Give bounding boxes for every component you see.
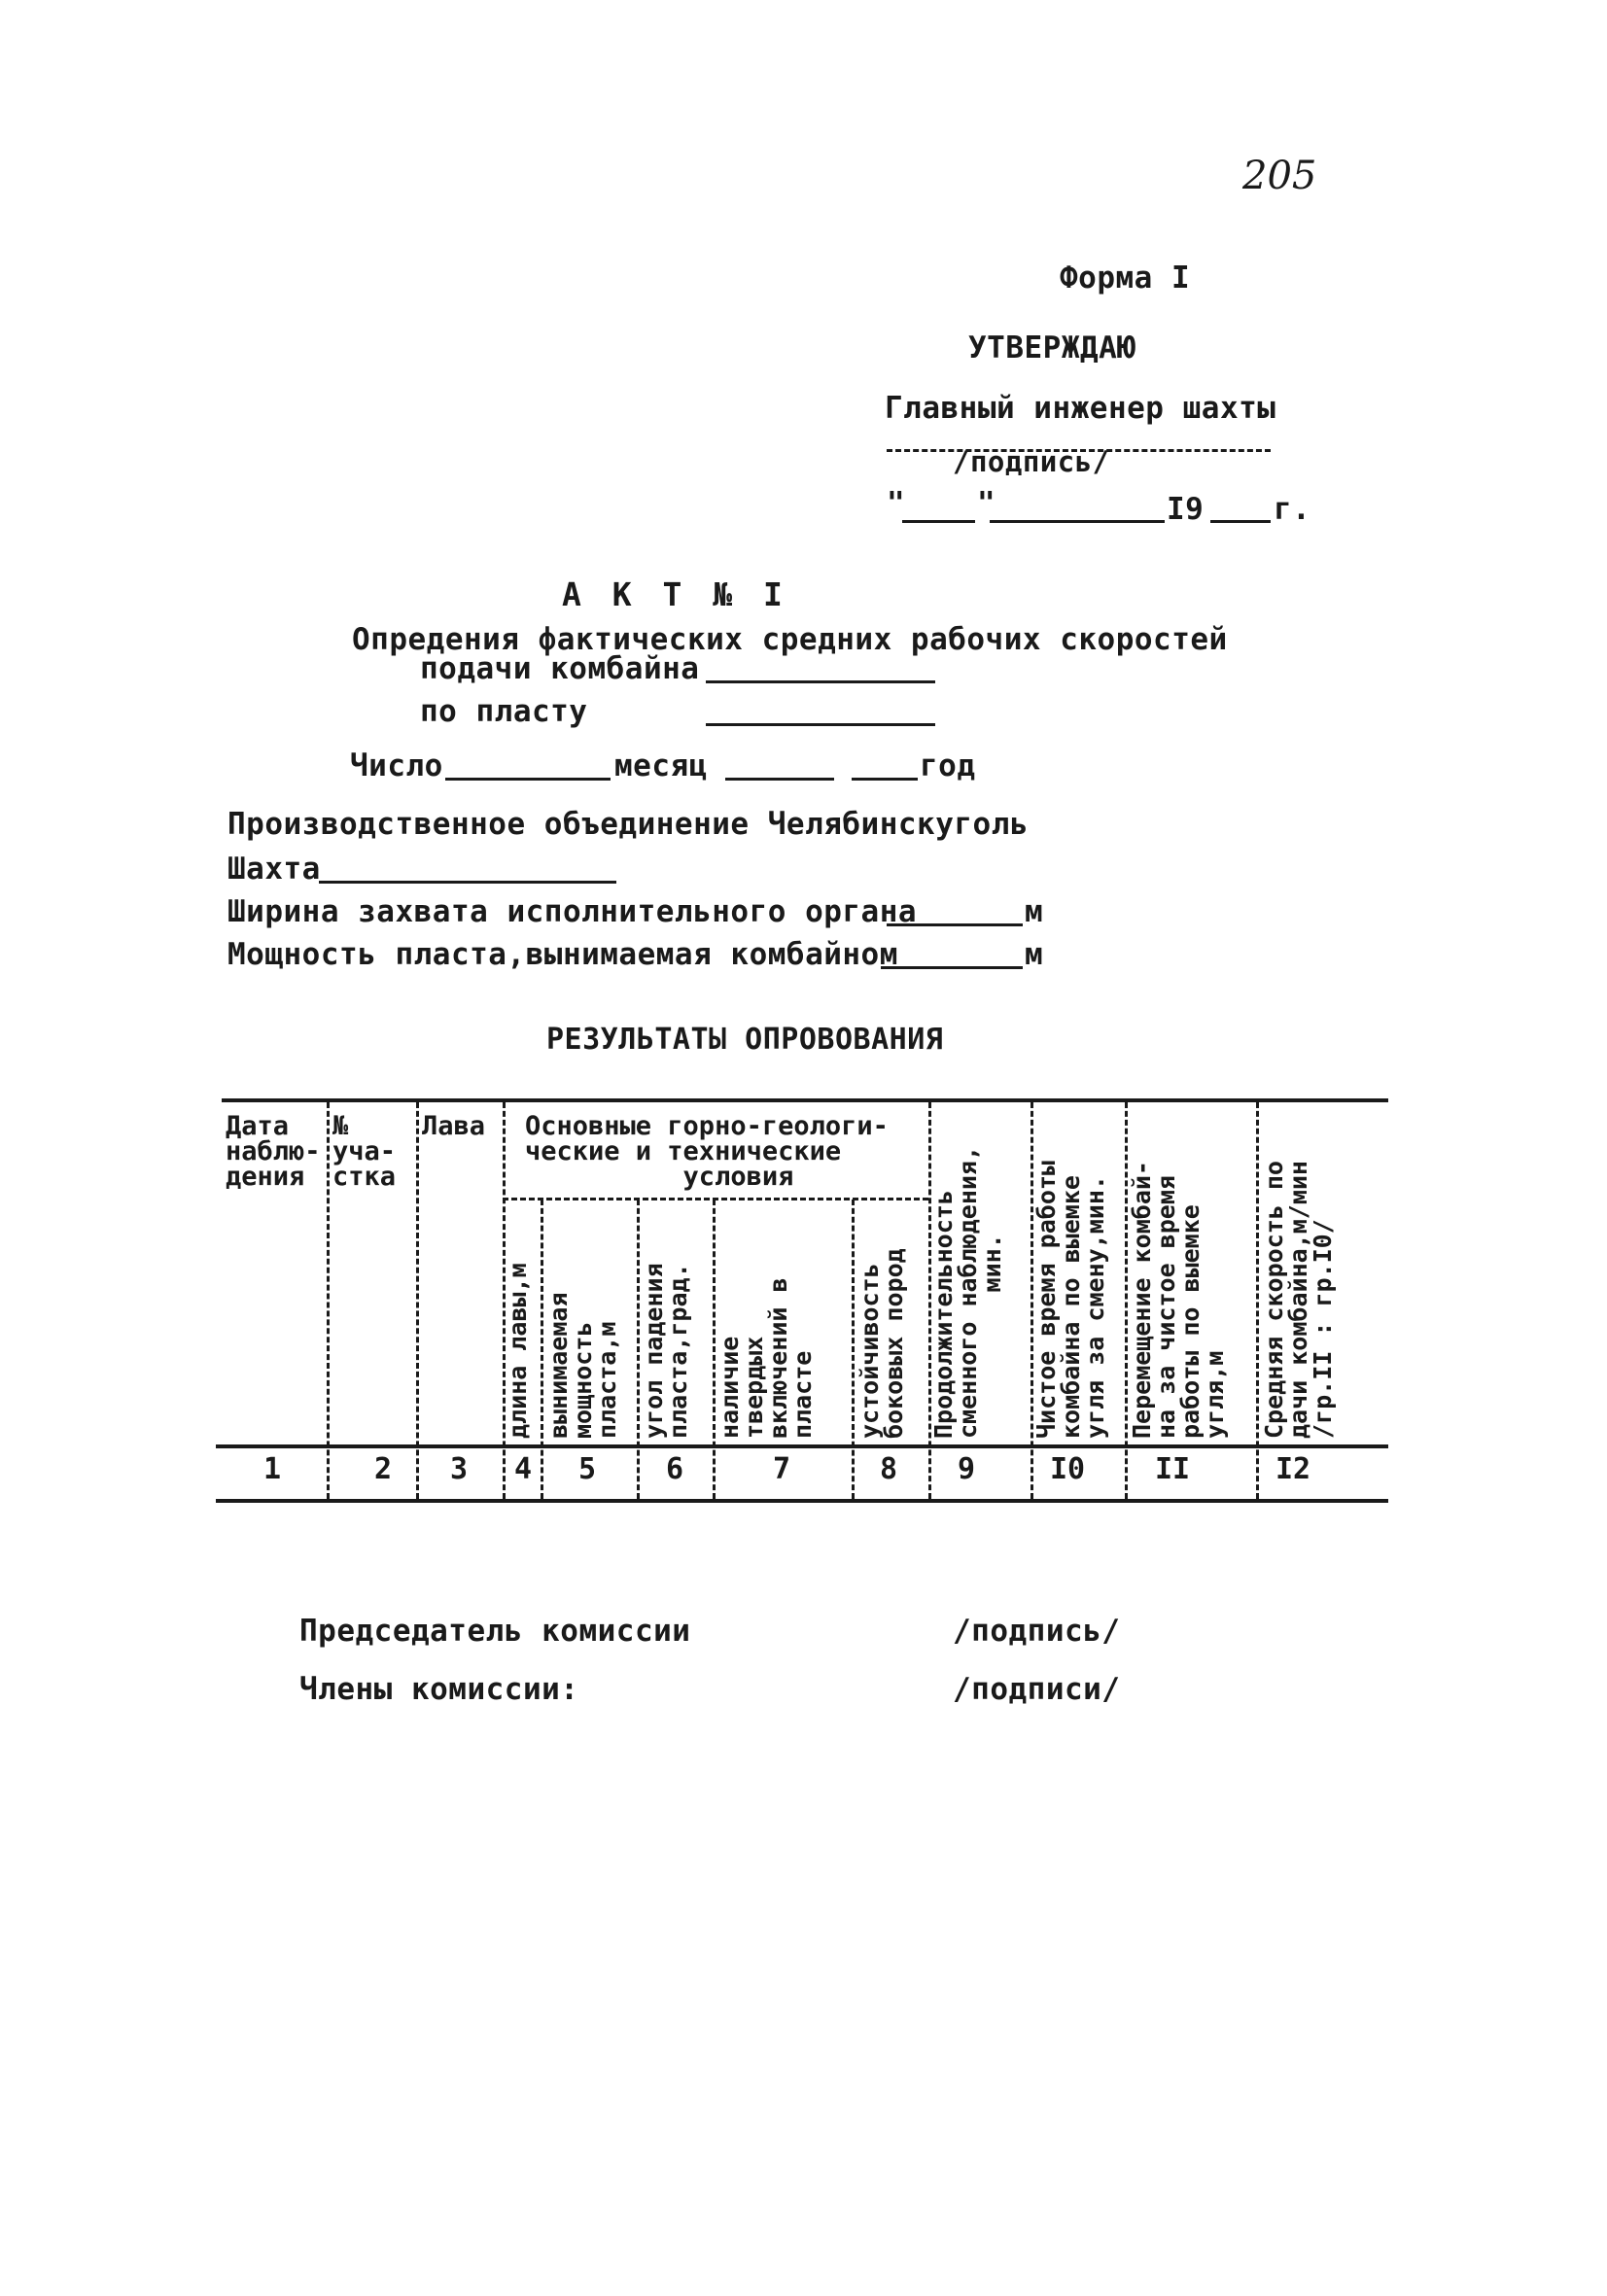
col-divider [1256, 1102, 1259, 1499]
chief-engineer-label: Главный инженер шахты [885, 391, 1276, 426]
header-bottom-rule [216, 1444, 1388, 1448]
col-divider [416, 1102, 419, 1499]
combine-blank [706, 680, 935, 683]
col-header-lava: Лава [422, 1111, 486, 1141]
members-signature: /подписи/ [953, 1672, 1121, 1707]
chairman-signature: /подпись/ [953, 1614, 1121, 1649]
association-line: Производственное объединение Челябинскуголь [227, 807, 1030, 842]
col-number: 9 [957, 1452, 976, 1486]
page-number: 205 [1242, 154, 1317, 198]
date-quote-open: " [887, 486, 906, 521]
signature-caption: /подпись/ [953, 445, 1110, 478]
col-number: 3 [449, 1452, 469, 1486]
col-header-5: вынимаемая мощность пласта,м [544, 1292, 621, 1439]
year-blank [852, 778, 918, 781]
table-bottom-rule [216, 1499, 1388, 1503]
date-month-line [990, 520, 1165, 523]
cutting-width-unit: м [1025, 894, 1044, 929]
col-header-11: Перемещение комбай- на за чистое время работы по выемке угля,м [1128, 1161, 1229, 1439]
col-header-12: Средняя скорость по дачи комбайна,м/мин /гр.II : гр.I0/ [1260, 1161, 1337, 1439]
year-label: год [920, 748, 976, 783]
col-number: 4 [513, 1452, 533, 1486]
date-day-line [902, 520, 975, 523]
col-header-7: наличие твердых включений в пласте [716, 1277, 817, 1439]
approve-heading: УТВЕРЖДАЮ [968, 330, 1136, 365]
seam-blank [706, 723, 935, 726]
day-label: Число [350, 748, 443, 783]
chairman-label: Председатель комиссии [299, 1614, 691, 1649]
date-quote-close: " [977, 486, 996, 521]
thickness-label: Мощность пласта,вынимаемая комбайном [227, 937, 898, 972]
col-number: I0 [1049, 1452, 1086, 1486]
form-label: Форма I [1060, 261, 1191, 296]
members-label: Члены комиссии: [299, 1672, 579, 1707]
col-header-10: Чистое время работы комбайна по выемке угля за смену,мин. [1032, 1161, 1109, 1439]
year-prefix: I9 [1167, 492, 1205, 527]
col-number: 5 [577, 1452, 597, 1486]
year-line [1210, 520, 1271, 523]
col-divider [327, 1102, 330, 1499]
month-label: месяц [614, 748, 708, 783]
col-number: 7 [772, 1452, 791, 1486]
title-line-3: по пласту [420, 694, 588, 729]
title-line-1: Опредения фактических средних рабочих скоростей [352, 622, 1228, 657]
cutting-width-blank [887, 923, 1023, 926]
col-number: I2 [1275, 1452, 1311, 1486]
day-blank [445, 778, 611, 781]
thickness-blank [881, 966, 1023, 969]
col-header-date: Дата наблю- дения [226, 1111, 321, 1192]
title-line-2: подачи комбайна [420, 651, 700, 686]
col-header-6: угол падения пласта,град. [640, 1263, 692, 1439]
col-number: 1 [262, 1452, 282, 1486]
col-header-4: длина лавы,м [504, 1263, 532, 1439]
act-title: А К Т № I [562, 575, 788, 613]
month-blank [725, 778, 834, 781]
col-header-8: устойчивость боковых пород [856, 1248, 908, 1439]
col-header-9: Продолжительность сменного наблюдения, мин. [929, 1145, 1006, 1439]
thickness-unit: м [1025, 937, 1044, 972]
cutting-width-label: Ширина захвата исполнительного органа [227, 894, 918, 929]
col-number: 8 [879, 1452, 898, 1486]
col-number: 2 [373, 1452, 393, 1486]
mine-label: Шахта [227, 852, 321, 887]
table-top-rule [222, 1098, 1388, 1102]
year-suffix: г. [1274, 492, 1311, 527]
col-number: 6 [665, 1452, 684, 1486]
results-title: РЕЗУЛЬТАТЫ ОПРОВОВАНИЯ [546, 1023, 944, 1057]
col-divider [852, 1200, 855, 1499]
col-header-group: Основные горно-геологи- ческие и технические условия [525, 1111, 889, 1192]
mine-blank [319, 881, 616, 884]
col-number: II [1154, 1452, 1191, 1486]
col-header-section: № уча- стка [332, 1111, 397, 1192]
group-rule [503, 1198, 928, 1200]
